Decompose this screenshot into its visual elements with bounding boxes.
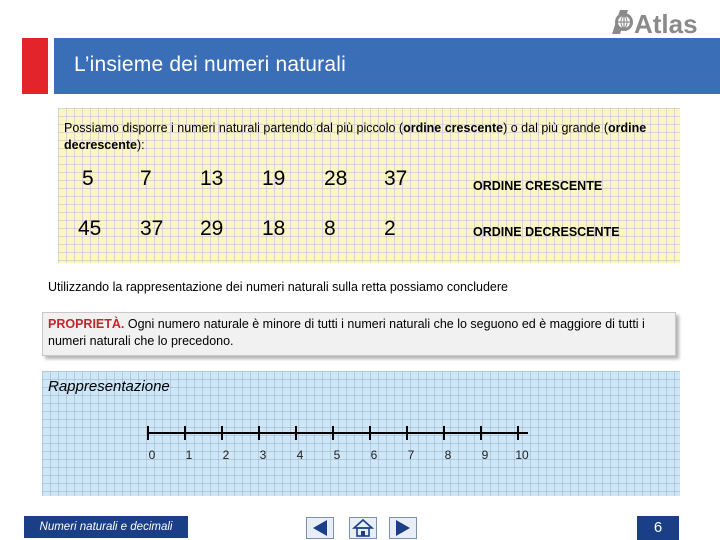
number-line-label: 7 — [407, 448, 415, 462]
property-text — [48, 316, 674, 350]
intro-part2: ) o dal più grande ( — [503, 121, 609, 135]
number-line-label: 2 — [222, 448, 230, 462]
property-label: PROPRIETÀ. — [48, 317, 125, 331]
descending-number: 2 — [384, 217, 396, 240]
number-line-label: 9 — [481, 448, 489, 462]
prev-icon[interactable] — [306, 517, 334, 539]
ascending-number: 19 — [262, 167, 286, 190]
atlas-logo — [610, 4, 702, 38]
descending-number: 18 — [262, 217, 286, 240]
section-label: Numeri naturali e decimali — [24, 516, 188, 538]
title-divider — [48, 38, 54, 94]
home-icon[interactable] — [349, 517, 377, 539]
number-line-label: 3 — [259, 448, 267, 462]
ascending-number: 7 — [140, 167, 152, 190]
intro-part3: ): — [136, 138, 145, 152]
number-line-label: 0 — [148, 448, 156, 462]
representation-title: Rappresentazione — [48, 378, 170, 395]
ascending-number: 28 — [324, 167, 348, 190]
descending-number: 8 — [324, 217, 336, 240]
page-number: 6 — [637, 516, 679, 540]
number-line-label: 8 — [444, 448, 452, 462]
property-body: Ogni numero naturale è minore di tutti i numeri naturali che lo seguono ed è maggiore di tutti i numeri naturali che lo precedono. — [48, 317, 645, 348]
ascending-label: ORDINE CRESCENTE — [473, 179, 603, 193]
ascending-row — [58, 167, 680, 197]
descending-number: 29 — [200, 217, 224, 240]
descending-number: 37 — [140, 217, 164, 240]
number-line-label: 6 — [370, 448, 378, 462]
page-title: L’insieme dei numeri naturali — [74, 53, 346, 76]
number-line-label: 10 — [515, 448, 529, 462]
descending-number: 45 — [78, 217, 102, 240]
number-line-label: 5 — [333, 448, 341, 462]
intro-part1: Possiamo disporre i numeri naturali partendo dal più piccolo ( — [64, 121, 404, 135]
intro-bold-descending: ordine decrescente — [64, 121, 647, 152]
intro-bold-ascending: ordine crescente — [403, 121, 504, 135]
descending-label: ORDINE DECRESCENTE — [473, 225, 620, 239]
logo-text: Atlas — [634, 9, 698, 38]
descending-row — [58, 217, 680, 247]
title-accent — [22, 38, 48, 94]
intro-text — [64, 120, 674, 154]
ascending-number: 37 — [384, 167, 408, 190]
next-icon[interactable] — [389, 517, 417, 539]
ascending-number: 5 — [82, 167, 94, 190]
conclusion-text: Utilizzando la rappresentazione dei numeri naturali sulla retta possiamo concludere — [48, 280, 508, 294]
number-line-label: 4 — [296, 448, 304, 462]
number-line-label: 1 — [185, 448, 193, 462]
ascending-number: 13 — [200, 167, 224, 190]
